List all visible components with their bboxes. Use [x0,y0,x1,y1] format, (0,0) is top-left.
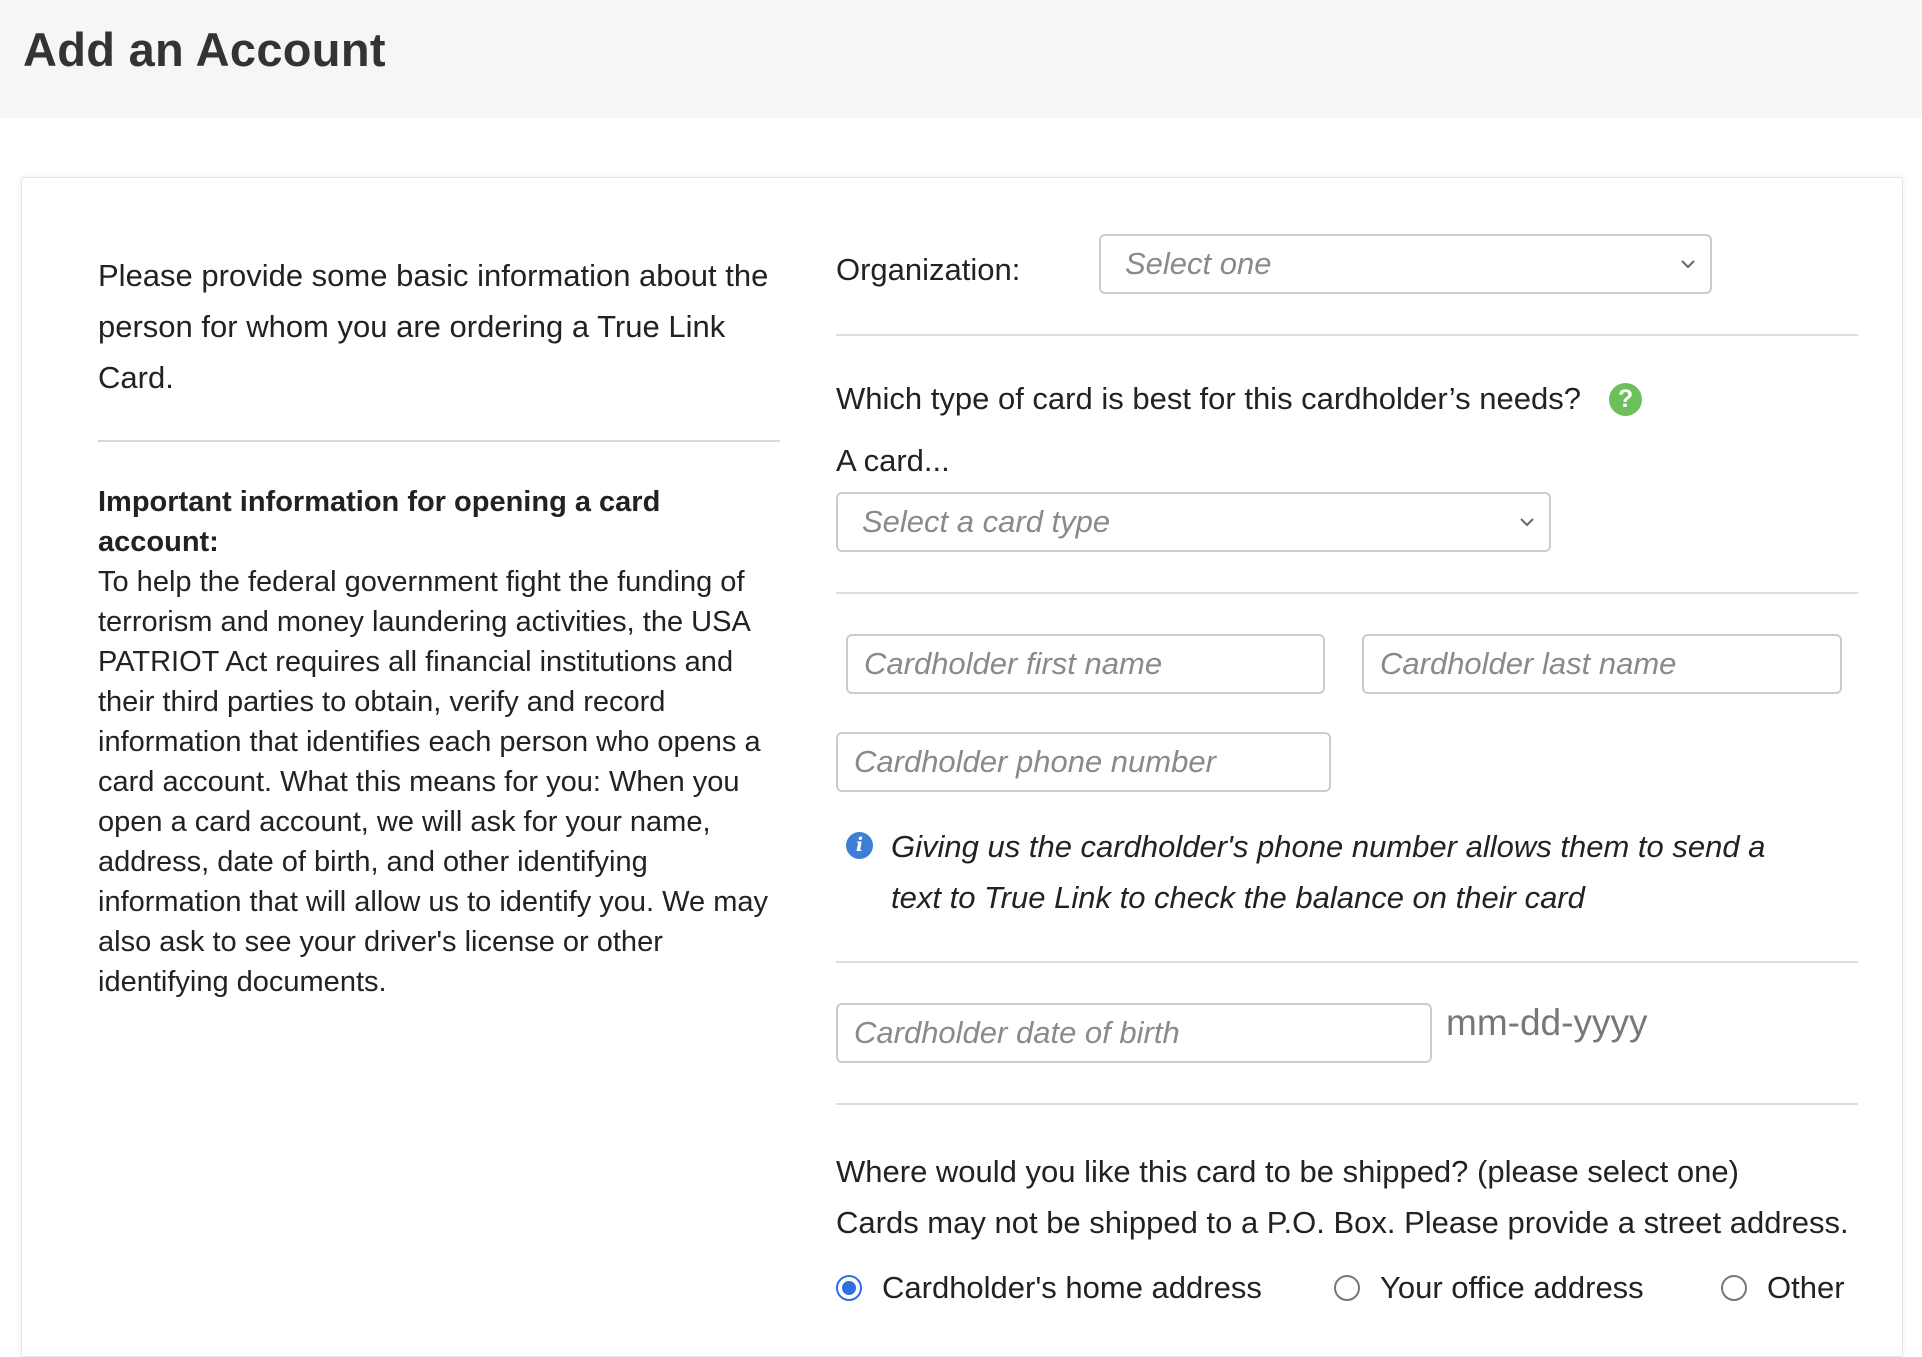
chevron-down-icon [1519,514,1535,530]
section-divider [836,334,1858,336]
radio-label-other: Other [1767,1270,1845,1305]
organization-select-value: Select one [1125,246,1272,281]
dob-placeholder: Cardholder date of birth [854,1015,1180,1050]
dob-input[interactable] [836,1003,1432,1063]
radio-label-home: Cardholder's home address [882,1270,1262,1305]
first-name-placeholder: Cardholder first name [864,646,1163,681]
phone-placeholder: Cardholder phone number [854,744,1216,779]
phone-info-text: Giving us the cardholder's phone number allows them to send a text to True Link to check the balance on their card [891,829,1766,915]
radio-button-home[interactable] [836,1275,862,1301]
radio-option-home[interactable] [836,1266,1262,1310]
help-icon[interactable]: ? [1609,383,1642,416]
info-icon: i [846,832,873,859]
radio-button-other[interactable] [1721,1275,1747,1301]
card-type-select-value: Select a card type [862,504,1111,539]
shipping-note: Cards may not be shipped to a P.O. Box. Please provide a street address. [836,1205,1849,1240]
last-name-input[interactable] [1362,634,1842,694]
section-divider [836,961,1858,963]
important-info [98,482,788,1002]
page-title: Add an Account [23,23,386,76]
chevron-down-icon [1680,256,1696,272]
intro-text: Please provide some basic information about the person for whom you are ordering a True Link Card. [98,258,769,395]
important-info-title: Important information for opening a card account: [98,486,661,558]
card-type-sub-label: A card... [836,443,950,478]
radio-option-other[interactable] [1721,1266,1845,1310]
first-name-input[interactable] [846,634,1325,694]
shipping-text [836,1146,1896,1248]
important-info-body: To help the federal government fight the funding of terrorism and money laundering activities, the USA PATRIOT Act requires all financial institutions and their third parties to obtain, verify and record information that identifies each person who opens a card account. What this means for you: When you open a card account, we will ask for your name, address, date of birth, and other identifying information that will allow us to identify you. We may also ask to see your driver's license or other identifying documents. [98,566,768,998]
radio-option-office[interactable] [1334,1266,1644,1310]
dob-format-hint: mm-dd-yyyy [1446,1002,1648,1043]
section-divider [836,592,1858,594]
card-type-select[interactable] [836,492,1551,552]
organization-select[interactable] [1099,234,1712,294]
card-type-question: Which type of card is best for this cardholder’s needs? [836,381,1581,416]
last-name-placeholder: Cardholder last name [1380,646,1677,681]
left-divider [98,440,780,442]
page-header [0,0,1922,118]
radio-button-office[interactable] [1334,1275,1360,1301]
shipping-question: Where would you like this card to be shipped? (please select one) [836,1154,1739,1189]
phone-input[interactable] [836,732,1331,792]
organization-label: Organization: [836,252,1021,287]
section-divider [836,1103,1858,1105]
radio-label-office: Your office address [1380,1270,1644,1305]
